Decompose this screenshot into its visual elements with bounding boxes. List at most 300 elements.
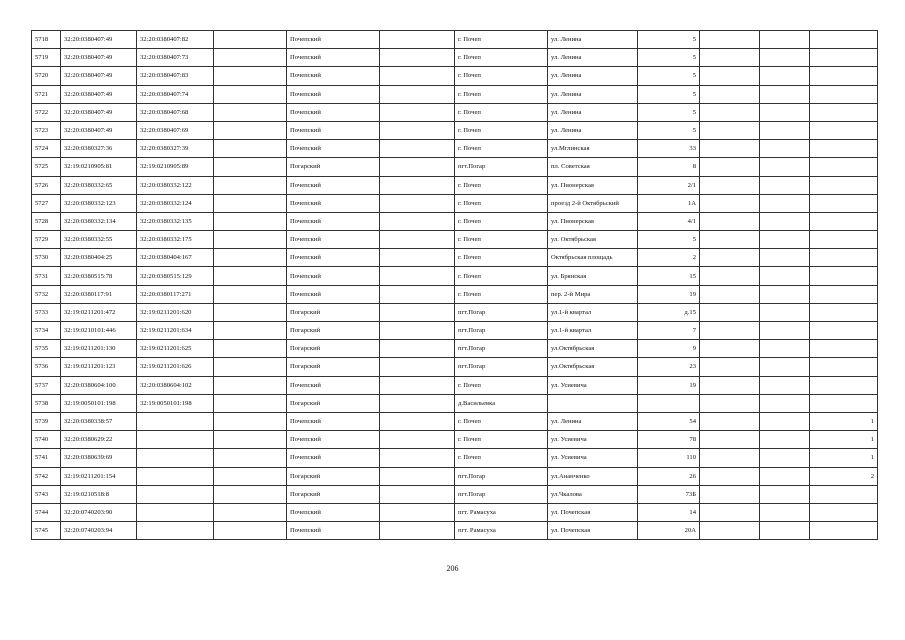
cell-settlement: г. Почеп — [455, 194, 548, 212]
cell-settlement: г. Почеп — [455, 121, 548, 139]
cell-district: Почепский — [287, 285, 380, 303]
cell-blank-col-d — [760, 158, 810, 176]
cell-street: ул. Пионерская — [548, 212, 638, 230]
cell-district: Почепский — [287, 249, 380, 267]
cell-blank-col-b — [380, 412, 455, 430]
table-row — [32, 303, 878, 321]
cell-blank-col-a — [214, 85, 287, 103]
cell-blank-col-b — [380, 394, 455, 412]
cell-cadastral-number: 32:19:0210518:8 — [61, 485, 137, 503]
cell-house-number: 5 — [638, 121, 700, 139]
cell-district: Почепский — [287, 176, 380, 194]
cell-settlement: пгт.Погар — [455, 467, 548, 485]
cell-row-number: 5740 — [32, 431, 61, 449]
cell-settlement: г. Почеп — [455, 212, 548, 230]
cell-blank-col-b — [380, 267, 455, 285]
cell-settlement: г. Почеп — [455, 85, 548, 103]
cell-blank-col-d — [760, 103, 810, 121]
cell-blank-col-c — [700, 303, 760, 321]
cell-blank-col-b — [380, 485, 455, 503]
cell-quantity — [810, 376, 878, 394]
cell-settlement: г. Почеп — [455, 449, 548, 467]
cell-blank-col-d — [760, 212, 810, 230]
cell-street: пер. 2-й Мира — [548, 285, 638, 303]
cell-blank-col-d — [760, 467, 810, 485]
cell-blank-col-c — [700, 176, 760, 194]
cell-blank-col-b — [380, 49, 455, 67]
registry-table — [31, 30, 878, 540]
cell-district: Почепский — [287, 194, 380, 212]
cell-blank-col-b — [380, 467, 455, 485]
cell-row-number: 5741 — [32, 449, 61, 467]
cell-blank-col-a — [214, 67, 287, 85]
cell-street: ул. Ленина — [548, 49, 638, 67]
cell-quantity — [810, 485, 878, 503]
cell-blank-col-c — [700, 31, 760, 49]
cell-quantity — [810, 231, 878, 249]
cell-row-number: 5737 — [32, 376, 61, 394]
cell-blank-col-a — [214, 285, 287, 303]
cell-blank-col-b — [380, 158, 455, 176]
cell-sub-cadastral-number — [137, 503, 214, 521]
table-row — [32, 449, 878, 467]
table-row — [32, 485, 878, 503]
table-row — [32, 376, 878, 394]
cell-blank-col-a — [214, 503, 287, 521]
cell-district: Погарский — [287, 394, 380, 412]
cell-district: Почепский — [287, 449, 380, 467]
table-row — [32, 340, 878, 358]
cell-blank-col-b — [380, 121, 455, 139]
cell-blank-col-b — [380, 249, 455, 267]
cell-cadastral-number: 32:20:0380407:49 — [61, 67, 137, 85]
table-body — [32, 31, 878, 540]
cell-street: ул. Октябрьская — [548, 231, 638, 249]
cell-house-number: 8 — [638, 158, 700, 176]
cell-settlement: д.Васильевка — [455, 394, 548, 412]
cell-blank-col-b — [380, 376, 455, 394]
cell-house-number: 5 — [638, 67, 700, 85]
cell-blank-col-d — [760, 358, 810, 376]
cell-house-number: 15 — [638, 267, 700, 285]
cell-blank-col-c — [700, 376, 760, 394]
cell-quantity — [810, 194, 878, 212]
cell-blank-col-d — [760, 376, 810, 394]
cell-settlement: г. Почеп — [455, 249, 548, 267]
cell-cadastral-number: 32:20:0380332:65 — [61, 176, 137, 194]
cell-street: ул. Усиевича — [548, 376, 638, 394]
cell-house-number: 7 — [638, 322, 700, 340]
cell-blank-col-c — [700, 467, 760, 485]
cell-blank-col-a — [214, 431, 287, 449]
cell-blank-col-c — [700, 358, 760, 376]
table-row — [32, 31, 878, 49]
cell-blank-col-c — [700, 522, 760, 540]
cell-house-number: 1А — [638, 194, 700, 212]
cell-blank-col-a — [214, 121, 287, 139]
cell-house-number: 5 — [638, 231, 700, 249]
cell-cadastral-number: 32:20:0380407:49 — [61, 31, 137, 49]
cell-street: ул. Ленина — [548, 85, 638, 103]
cell-row-number: 5739 — [32, 412, 61, 430]
cell-district: Погарский — [287, 358, 380, 376]
table-row — [32, 322, 878, 340]
cell-blank-col-d — [760, 285, 810, 303]
cell-sub-cadastral-number: 32:20:0380332:175 — [137, 231, 214, 249]
cell-district: Почепский — [287, 103, 380, 121]
cell-sub-cadastral-number: 32:20:0380407:69 — [137, 121, 214, 139]
cell-sub-cadastral-number: 32:20:0380407:73 — [137, 49, 214, 67]
cell-house-number: 5 — [638, 103, 700, 121]
table-row — [32, 231, 878, 249]
cell-settlement: г. Почеп — [455, 285, 548, 303]
cell-blank-col-a — [214, 376, 287, 394]
cell-cadastral-number: 32:20:0380629:22 — [61, 431, 137, 449]
cell-cadastral-number: 32:20:0380407:49 — [61, 121, 137, 139]
cell-blank-col-d — [760, 249, 810, 267]
cell-row-number: 5731 — [32, 267, 61, 285]
page-number: 206 — [446, 564, 459, 573]
cell-cadastral-number: 32:20:0380407:49 — [61, 49, 137, 67]
cell-house-number: 5 — [638, 85, 700, 103]
cell-row-number: 5730 — [32, 249, 61, 267]
cell-sub-cadastral-number: 32:19:0211201:625 — [137, 340, 214, 358]
table-row — [32, 358, 878, 376]
cell-settlement: г. Почеп — [455, 67, 548, 85]
cell-blank-col-b — [380, 176, 455, 194]
cell-settlement: г. Почеп — [455, 140, 548, 158]
cell-row-number: 5724 — [32, 140, 61, 158]
cell-district: Погарский — [287, 340, 380, 358]
cell-street: ул. Усиевича — [548, 431, 638, 449]
cell-blank-col-d — [760, 431, 810, 449]
cell-blank-col-c — [700, 49, 760, 67]
cell-quantity — [810, 212, 878, 230]
cell-blank-col-c — [700, 340, 760, 358]
cell-blank-col-b — [380, 231, 455, 249]
cell-sub-cadastral-number: 32:20:0380515:129 — [137, 267, 214, 285]
cell-street: ул.1-й квартал — [548, 322, 638, 340]
cell-blank-col-b — [380, 31, 455, 49]
cell-street — [548, 394, 638, 412]
cell-cadastral-number: 32:19:0211201:130 — [61, 340, 137, 358]
cell-sub-cadastral-number: 32:20:0380117:271 — [137, 285, 214, 303]
cell-sub-cadastral-number: 32:20:0380407:82 — [137, 31, 214, 49]
cell-row-number: 5738 — [32, 394, 61, 412]
table-row — [32, 67, 878, 85]
cell-house-number: 78 — [638, 431, 700, 449]
cell-cadastral-number: 32:20:0380515:78 — [61, 267, 137, 285]
cell-cadastral-number: 32:20:0740203:90 — [61, 503, 137, 521]
cell-blank-col-a — [214, 303, 287, 321]
cell-cadastral-number: 32:20:0380407:49 — [61, 85, 137, 103]
cell-blank-col-a — [214, 194, 287, 212]
cell-blank-col-a — [214, 358, 287, 376]
cell-district: Почепский — [287, 67, 380, 85]
cell-district: Почепский — [287, 140, 380, 158]
cell-blank-col-c — [700, 85, 760, 103]
cell-sub-cadastral-number: 32:20:0380327:39 — [137, 140, 214, 158]
cell-blank-col-c — [700, 121, 760, 139]
cell-house-number: 2/1 — [638, 176, 700, 194]
cell-blank-col-d — [760, 140, 810, 158]
cell-house-number: 54 — [638, 412, 700, 430]
cell-blank-col-d — [760, 449, 810, 467]
cell-row-number: 5733 — [32, 303, 61, 321]
cell-cadastral-number: 32:20:0380338:57 — [61, 412, 137, 430]
cell-quantity — [810, 85, 878, 103]
cell-sub-cadastral-number: 32:20:0380407:68 — [137, 103, 214, 121]
cell-blank-col-d — [760, 303, 810, 321]
cell-settlement: г. Почеп — [455, 431, 548, 449]
cell-cadastral-number: 32:19:0210905:81 — [61, 158, 137, 176]
cell-quantity: 1 — [810, 431, 878, 449]
cell-blank-col-c — [700, 67, 760, 85]
cell-blank-col-c — [700, 140, 760, 158]
cell-blank-col-b — [380, 67, 455, 85]
cell-settlement: пгт.Погар — [455, 340, 548, 358]
cell-blank-col-c — [700, 267, 760, 285]
cell-settlement: г. Почеп — [455, 267, 548, 285]
cell-house-number: 110 — [638, 449, 700, 467]
cell-blank-col-d — [760, 176, 810, 194]
cell-settlement: пгт.Погар — [455, 322, 548, 340]
cell-sub-cadastral-number: 32:19:0050101:198 — [137, 394, 214, 412]
cell-cadastral-number: 32:20:0380332:55 — [61, 231, 137, 249]
cell-house-number: 5 — [638, 31, 700, 49]
cell-blank-col-d — [760, 121, 810, 139]
cell-sub-cadastral-number — [137, 449, 214, 467]
cell-blank-col-c — [700, 249, 760, 267]
cell-settlement: пгт.Погар — [455, 485, 548, 503]
cell-blank-col-b — [380, 140, 455, 158]
table-row — [32, 394, 878, 412]
cell-street: ул. Ленина — [548, 121, 638, 139]
cell-house-number: д.15 — [638, 303, 700, 321]
cell-house-number: 73Б — [638, 485, 700, 503]
cell-sub-cadastral-number: 32:19:0211201:634 — [137, 322, 214, 340]
cell-district: Почепский — [287, 85, 380, 103]
cell-house-number: 2 — [638, 249, 700, 267]
cell-sub-cadastral-number: 32:20:0380404:167 — [137, 249, 214, 267]
cell-cadastral-number: 32:19:0211201:472 — [61, 303, 137, 321]
cell-blank-col-b — [380, 303, 455, 321]
cell-blank-col-d — [760, 485, 810, 503]
table-row — [32, 285, 878, 303]
cell-blank-col-d — [760, 49, 810, 67]
cell-sub-cadastral-number: 32:20:0380604:102 — [137, 376, 214, 394]
cell-cadastral-number: 32:19:0210101:446 — [61, 322, 137, 340]
cell-street: ул.Мглинская — [548, 140, 638, 158]
cell-blank-col-d — [760, 340, 810, 358]
table-row — [32, 267, 878, 285]
cell-quantity — [810, 285, 878, 303]
cell-quantity: 1 — [810, 412, 878, 430]
cell-blank-col-a — [214, 394, 287, 412]
cell-cadastral-number: 32:20:0740203:94 — [61, 522, 137, 540]
cell-district: Почепский — [287, 503, 380, 521]
cell-row-number: 5728 — [32, 212, 61, 230]
cell-blank-col-c — [700, 322, 760, 340]
cell-row-number: 5745 — [32, 522, 61, 540]
cell-blank-col-a — [214, 231, 287, 249]
cell-blank-col-b — [380, 449, 455, 467]
cell-sub-cadastral-number — [137, 467, 214, 485]
cell-quantity — [810, 249, 878, 267]
cell-street: ул. Ленина — [548, 412, 638, 430]
cell-street: ул.1-й квартал — [548, 303, 638, 321]
cell-quantity — [810, 358, 878, 376]
cell-blank-col-c — [700, 503, 760, 521]
cell-row-number: 5726 — [32, 176, 61, 194]
cell-district: Почепский — [287, 412, 380, 430]
cell-settlement: г. Почеп — [455, 103, 548, 121]
cell-street: пл. Советская — [548, 158, 638, 176]
cell-street: ул.Ананченко — [548, 467, 638, 485]
cell-quantity — [810, 176, 878, 194]
table-row — [32, 103, 878, 121]
cell-row-number: 5736 — [32, 358, 61, 376]
cell-quantity — [810, 522, 878, 540]
cell-quantity — [810, 503, 878, 521]
cell-settlement: пгт.Погар — [455, 158, 548, 176]
cell-blank-col-c — [700, 212, 760, 230]
table-row — [32, 212, 878, 230]
cell-house-number: 33 — [638, 140, 700, 158]
cell-settlement: г. Почеп — [455, 31, 548, 49]
cell-house-number: 23 — [638, 358, 700, 376]
cell-sub-cadastral-number: 32:20:0380407:83 — [137, 67, 214, 85]
table-row — [32, 176, 878, 194]
cell-district: Почепский — [287, 121, 380, 139]
cell-cadastral-number: 32:19:0211201:154 — [61, 467, 137, 485]
cell-blank-col-d — [760, 412, 810, 430]
cell-street: ул. Почепская — [548, 522, 638, 540]
cell-sub-cadastral-number: 32:19:0211201:626 — [137, 358, 214, 376]
cell-street: проезд 2-й Октябрьский — [548, 194, 638, 212]
cell-house-number: 26 — [638, 467, 700, 485]
cell-settlement: г. Почеп — [455, 49, 548, 67]
cell-blank-col-a — [214, 412, 287, 430]
cell-street: Октябрьская площадь — [548, 249, 638, 267]
cell-blank-col-d — [760, 231, 810, 249]
cell-blank-col-c — [700, 449, 760, 467]
cell-district: Погарский — [287, 467, 380, 485]
cell-sub-cadastral-number — [137, 485, 214, 503]
cell-quantity — [810, 67, 878, 85]
cell-sub-cadastral-number: 32:20:0380407:74 — [137, 85, 214, 103]
cell-district: Почепский — [287, 431, 380, 449]
cell-quantity — [810, 103, 878, 121]
cell-row-number: 5742 — [32, 467, 61, 485]
cell-blank-col-b — [380, 103, 455, 121]
cell-row-number: 5723 — [32, 121, 61, 139]
cell-quantity — [810, 340, 878, 358]
table-row — [32, 412, 878, 430]
cell-street: ул.Октябрьская — [548, 340, 638, 358]
table-row — [32, 249, 878, 267]
cell-row-number: 5719 — [32, 49, 61, 67]
cell-quantity — [810, 140, 878, 158]
cell-street: ул. Пионерская — [548, 176, 638, 194]
cell-cadastral-number: 32:20:0380332:123 — [61, 194, 137, 212]
cell-district: Погарский — [287, 158, 380, 176]
cell-blank-col-b — [380, 340, 455, 358]
cell-cadastral-number: 32:20:0380407:49 — [61, 103, 137, 121]
cell-cadastral-number: 32:20:0380604:100 — [61, 376, 137, 394]
cell-row-number: 5721 — [32, 85, 61, 103]
cell-blank-col-d — [760, 67, 810, 85]
cell-cadastral-number: 32:20:0380332:134 — [61, 212, 137, 230]
cell-quantity — [810, 49, 878, 67]
cell-house-number: 9 — [638, 340, 700, 358]
cell-quantity — [810, 322, 878, 340]
cell-blank-col-a — [214, 176, 287, 194]
cell-sub-cadastral-number: 32:19:0210905:89 — [137, 158, 214, 176]
cell-cadastral-number: 32:20:0380639:69 — [61, 449, 137, 467]
cell-blank-col-a — [214, 322, 287, 340]
cell-blank-col-a — [214, 31, 287, 49]
cell-blank-col-c — [700, 412, 760, 430]
cell-blank-col-c — [700, 431, 760, 449]
cell-blank-col-d — [760, 85, 810, 103]
cell-row-number: 5725 — [32, 158, 61, 176]
cell-blank-col-b — [380, 431, 455, 449]
cell-cadastral-number: 32:20:0380404:25 — [61, 249, 137, 267]
cell-settlement: г. Почеп — [455, 176, 548, 194]
cell-house-number: 4/1 — [638, 212, 700, 230]
cell-row-number: 5743 — [32, 485, 61, 503]
cell-settlement: пгт.Погар — [455, 303, 548, 321]
cell-quantity — [810, 394, 878, 412]
cell-street: ул. Ленина — [548, 103, 638, 121]
cell-quantity — [810, 303, 878, 321]
cell-settlement: пгт. Рамасуха — [455, 503, 548, 521]
cell-quantity: 2 — [810, 467, 878, 485]
cell-blank-col-d — [760, 394, 810, 412]
cell-sub-cadastral-number — [137, 522, 214, 540]
cell-blank-col-a — [214, 140, 287, 158]
cell-sub-cadastral-number: 32:20:0380332:124 — [137, 194, 214, 212]
table-row — [32, 194, 878, 212]
cell-sub-cadastral-number — [137, 412, 214, 430]
cell-quantity: 1 — [810, 449, 878, 467]
cell-row-number: 5734 — [32, 322, 61, 340]
cell-sub-cadastral-number: 32:20:0380332:135 — [137, 212, 214, 230]
cell-blank-col-a — [214, 158, 287, 176]
cell-blank-col-b — [380, 503, 455, 521]
cell-house-number: 19 — [638, 285, 700, 303]
cell-blank-col-a — [214, 467, 287, 485]
table-row — [32, 140, 878, 158]
cell-blank-col-c — [700, 158, 760, 176]
cell-blank-col-d — [760, 31, 810, 49]
cell-blank-col-c — [700, 394, 760, 412]
cell-blank-col-c — [700, 194, 760, 212]
cell-street: ул. Ленина — [548, 67, 638, 85]
cell-blank-col-c — [700, 285, 760, 303]
table-row — [32, 467, 878, 485]
cell-district: Погарский — [287, 303, 380, 321]
cell-blank-col-a — [214, 249, 287, 267]
cell-row-number: 5729 — [32, 231, 61, 249]
table-row — [32, 431, 878, 449]
cell-blank-col-b — [380, 194, 455, 212]
cell-quantity — [810, 121, 878, 139]
cell-house-number: 5 — [638, 49, 700, 67]
cell-row-number: 5720 — [32, 67, 61, 85]
cell-district: Почепский — [287, 49, 380, 67]
